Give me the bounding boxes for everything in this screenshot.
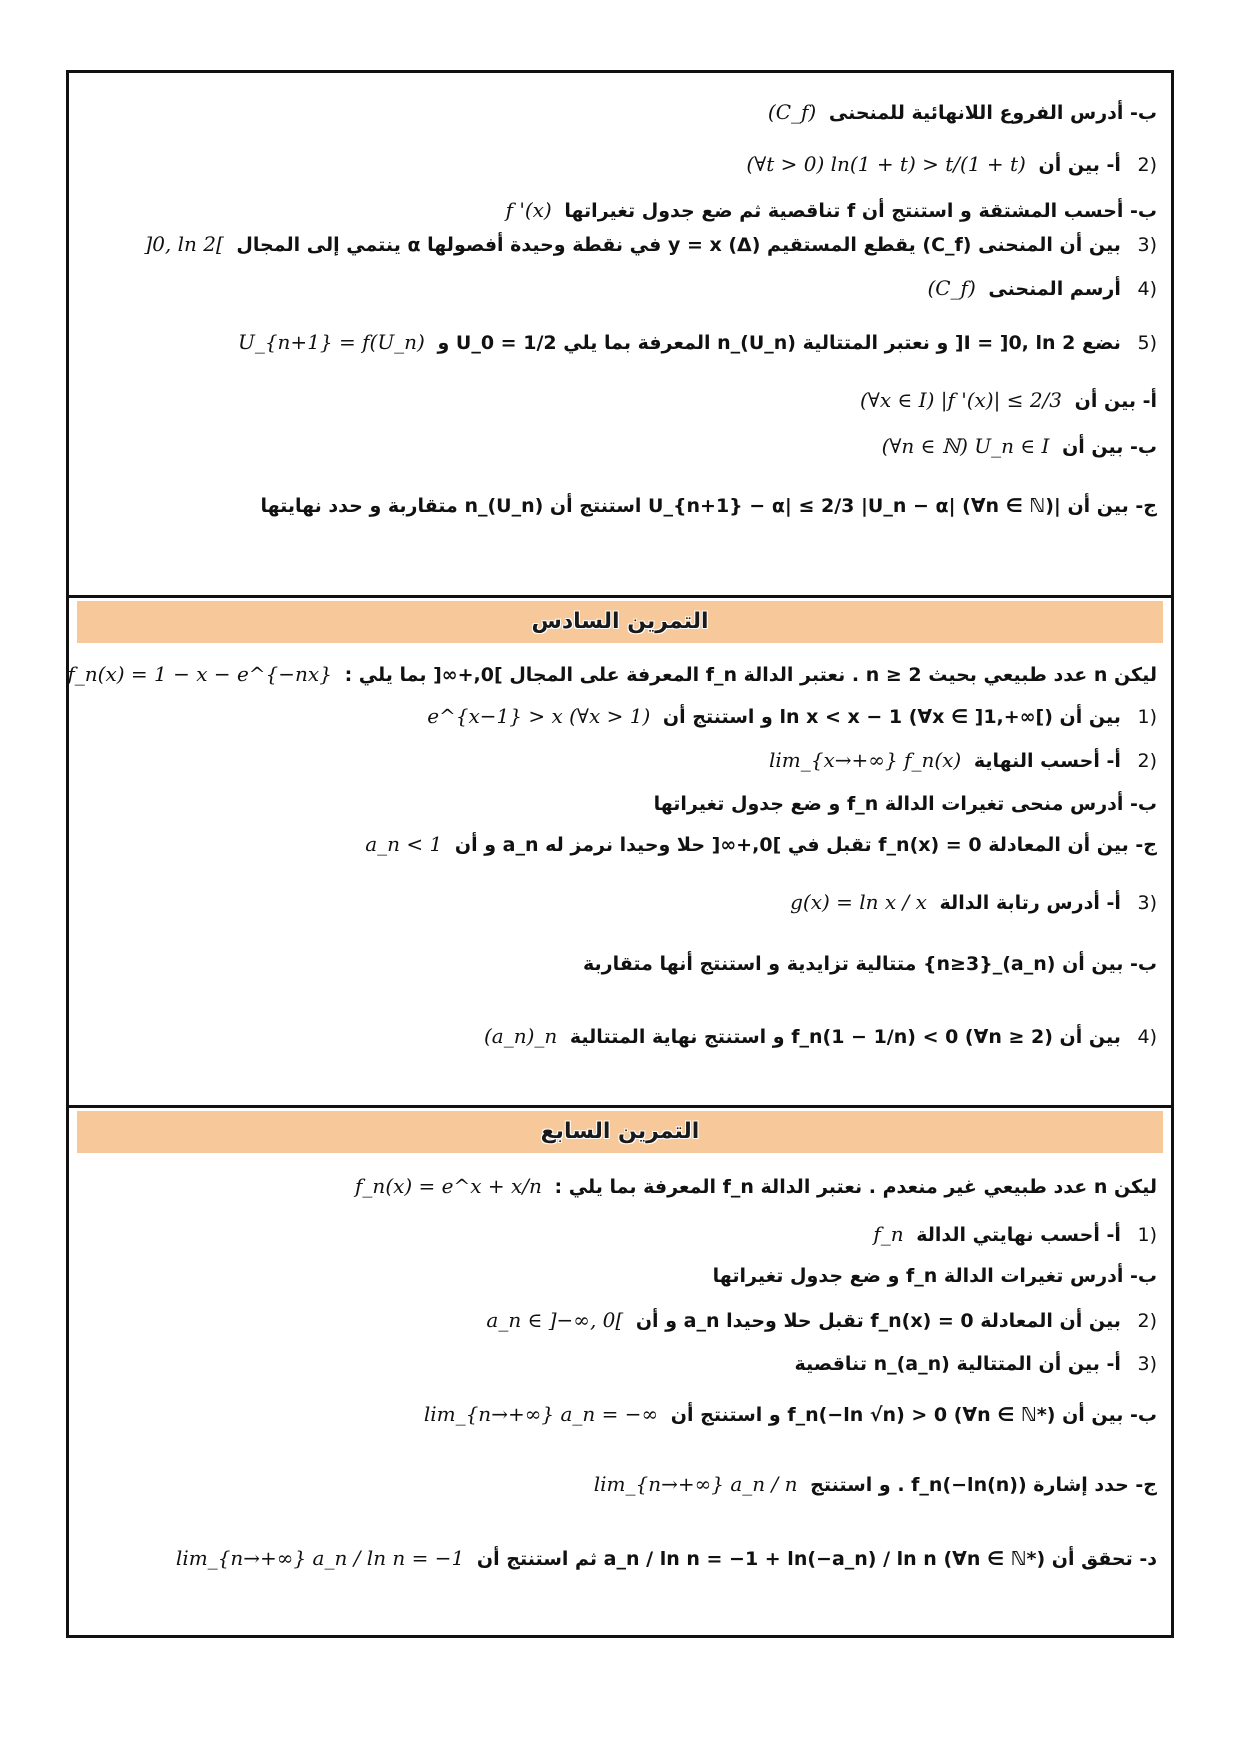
ex6-line-6: 3) أ- أدرس رتابة الدالة g(x) = ln x / x bbox=[790, 890, 1157, 914]
ex6-line-2: 1) بين أن ln x < x − 1 (∀x ∈ ]1,+∞[) و استنتج أن e^{x−1} > x (∀x > 1) bbox=[427, 704, 1157, 728]
ex5-line-2: 2) أ- بين أن (∀t > 0) ln(1 + t) > t/(1 + t) bbox=[746, 152, 1157, 176]
exercise7 bbox=[69, 1163, 1171, 1633]
ex7-line-6: ب- بين أن f_n(−ln √n) > 0 (∀n ∈ ℕ*) و استنتج أن lim_{n→+∞} a_n = −∞ bbox=[423, 1402, 1157, 1426]
ex7-line-4: 2) بين أن المعادلة f_n(x) = 0 تقبل حلا وحيدا a_n و أن a_n ∈ ]−∞, 0[ bbox=[486, 1308, 1157, 1332]
ex7-line-3: ب- أدرس تغيرات الدالة f_n و ضع جدول تغيراتها bbox=[712, 1265, 1157, 1287]
ex7-line-8: د- تحقق أن a_n / ln n = −1 + ln(−a_n) / ln n (∀n ∈ ℕ*) ثم استنتج أن lim_{n→+∞} a_n / ln n = −1 bbox=[175, 1546, 1157, 1570]
section-divider-1 bbox=[69, 595, 1171, 598]
ex5-line-3: ب- أحسب المشتقة و استنتج أن f تناقصية ثم ضع جدول تغيراتها f '(x) bbox=[505, 198, 1157, 222]
ex6-line-3: 2) أ- أحسب النهاية lim_{x→+∞} f_n(x) bbox=[769, 748, 1157, 772]
ex5-line-6: 5) نضع I = ]0, ln 2[ و نعتبر المتتالية (U_n)_n المعرفة بما يلي U_0 = 1/2 و U_{n+1} = f(U_n) bbox=[237, 330, 1157, 354]
exercise7-title: التمرين السابع bbox=[77, 1111, 1163, 1153]
ex5-line-7: أ- بين أن (∀x ∈ I) |f '(x)| ≤ 2/3 bbox=[860, 388, 1157, 412]
ex5-line-1: ب- أدرس الفروع اللانهائية للمنحنى (C_f) bbox=[767, 100, 1157, 124]
ex5-line-9: ج- بين أن |U_{n+1} − α| ≤ 2/3 |U_n − α| (∀n ∈ ℕ) استنتج أن (U_n)_n متقاربة و حدد نهايتها bbox=[260, 495, 1157, 517]
page-frame bbox=[66, 70, 1174, 1638]
ex7-line-5: 3) أ- بين أن المتتالية (a_n)_n تناقصية bbox=[794, 1353, 1157, 1375]
ex5-line-4: 3) بين أن المنحنى (C_f) يقطع المستقيم y = x (Δ) في نقطة وحيدة أفصولها α ينتمي إلى المجال ]0, ln 2[ bbox=[144, 232, 1157, 256]
ex7-line-7: ج- حدد إشارة f_n(−ln(n)) . و استنتج lim_{n→+∞} a_n / n bbox=[593, 1472, 1157, 1496]
ex7-line-2: 1) أ- أحسب نهايتي الدالة f_n bbox=[873, 1222, 1157, 1246]
exercise6-title: التمرين السادس bbox=[77, 601, 1163, 643]
ex6-line-4: ب- أدرس منحى تغيرات الدالة f_n و ضع جدول تغيراتها bbox=[653, 793, 1157, 815]
ex6-line-8: 4) بين أن f_n(1 − 1/n) < 0 (∀n ≥ 2) و استنتج نهاية المتتالية (a_n)_n bbox=[483, 1024, 1157, 1048]
exercise5-continuation bbox=[69, 73, 1171, 605]
ex5-line-8: ب- بين أن (∀n ∈ ℕ) U_n ∈ I bbox=[881, 434, 1157, 458]
ex6-line-7: ب- بين أن (a_n)_{n≥3} متتالية تزايدية و استنتج أنها متقاربة bbox=[583, 953, 1157, 975]
ex7-line-1: ليكن n عدد طبيعي غير منعدم . نعتبر الدالة f_n المعرفة بما يلي : f_n(x) = e^x + x/n bbox=[355, 1174, 1157, 1198]
ex5-line-5: 4) أرسم المنحنى (C_f) bbox=[927, 276, 1157, 300]
section-divider-2 bbox=[69, 1105, 1171, 1108]
ex6-line-1: ليكن n عدد طبيعي بحيث n ≥ 2 . نعتبر الدالة f_n المعرفة على المجال ]0,+∞[ بما يلي : f_n(x) = 1 − x − e^{−nx} bbox=[67, 662, 1157, 686]
ex6-line-5: ج- بين أن المعادلة f_n(x) = 0 تقبل في ]0,+∞[ حلا وحيدا نرمز له a_n و أن a_n < 1 bbox=[365, 832, 1157, 856]
exercise6 bbox=[69, 653, 1171, 1093]
